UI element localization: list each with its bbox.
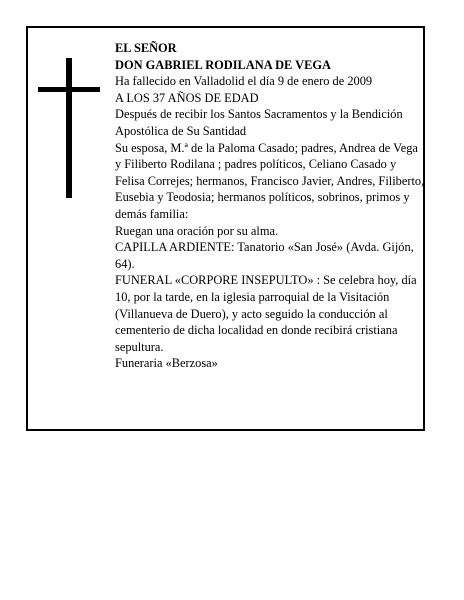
- death-date: Ha fallecido en Valladolid el día 9 de enero de 2009: [115, 74, 373, 89]
- notice-text: [115, 40, 425, 372]
- cross-horizontal-bar: [38, 87, 100, 92]
- age: A LOS 37 AÑOS DE EDAD: [115, 90, 259, 105]
- funeral-home: Funeraria «Berzosa»: [115, 356, 218, 371]
- deceased-name: DON GABRIEL RODILANA DE VEGA: [115, 57, 331, 72]
- prayer-request: Ruegan una oración por su alma.: [115, 223, 279, 238]
- obituary-notice: [26, 26, 425, 431]
- sacraments: Después de recibir los Santos Sacramentos y la Bendición Apostólica de Su Santidad: [115, 107, 403, 138]
- chapel-info: CAPILLA ARDIENTE: Tanatorio «San José» (Avda. Gijón, 64).: [115, 240, 414, 271]
- funeral-info: FUNERAL «CORPORE INSEPULTO» : Se celebra hoy, día 10, por la tarde, en la iglesia parroquial de la Visitación (Villanueva de Duero), y acto seguido la conducción al cementerio de dicha localidad en donde recibirá cristiana sepultura.: [115, 273, 417, 354]
- cross-vertical-bar: [66, 58, 72, 198]
- deceased-title: EL SEÑOR: [115, 41, 177, 55]
- family-list: Su esposa, M.ª de la Paloma Casado; padres, Andrea de Vega y Filiberto Rodilana ; padres políticos, Celiano Casado y Felisa Correjes; hermanos, Francisco Javier, Andres, Filiberto, Eusebia y Teodosia; hermanos políticos, sobrinos, primos y demás familia:: [115, 140, 425, 221]
